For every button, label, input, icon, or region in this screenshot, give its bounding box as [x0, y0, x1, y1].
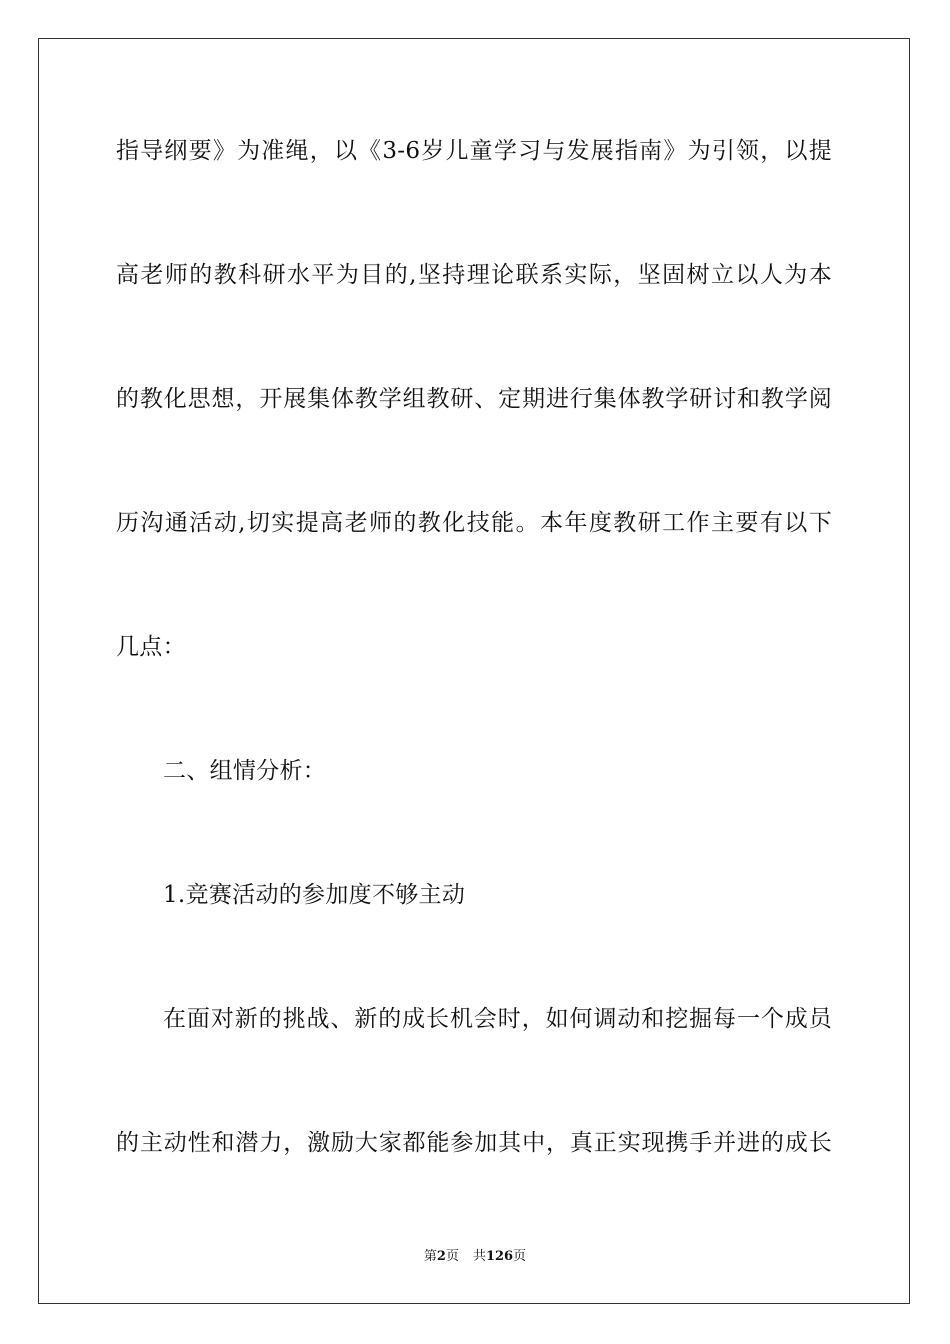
- paragraph-line-7: 的主动性和潜力，激励大家都能参加其中，真正实现携手并进的成长: [116, 1130, 832, 1156]
- page-footer: [0, 1248, 950, 1266]
- page-suffix: 页: [445, 1249, 459, 1264]
- total-prefix: 共: [472, 1249, 486, 1264]
- paragraph-line-5: 几点：: [116, 634, 186, 660]
- paragraph-line-3: 的教化思想，开展集体教学组教研、定期进行集体教学研讨和教学阅: [116, 386, 832, 412]
- page-prefix: 第: [423, 1249, 437, 1264]
- paragraph-line-2: 高老师的教科研水平为目的,坚持理论联系实际，坚固树立以人为本: [116, 262, 832, 288]
- page-total: 126: [485, 1249, 514, 1264]
- paragraph-line-4: 历沟通活动,切实提高老师的教化技能。本年度教研工作主要有以下: [116, 510, 832, 536]
- total-suffix: 页: [513, 1249, 527, 1264]
- section-heading: 二、组情分析：: [163, 758, 327, 784]
- page-current: 2: [436, 1249, 446, 1264]
- page-border: [38, 38, 910, 1304]
- paragraph-line-6: 在面对新的挑战、新的成长机会时，如何调动和挖掘每一个成员: [163, 1006, 832, 1032]
- paragraph-line-1: 指导纲要》为准绳，以《3-6岁儿童学习与发展指南》为引领，以提: [116, 138, 832, 164]
- subsection-heading: 1.竞赛活动的参加度不够主动: [163, 882, 466, 908]
